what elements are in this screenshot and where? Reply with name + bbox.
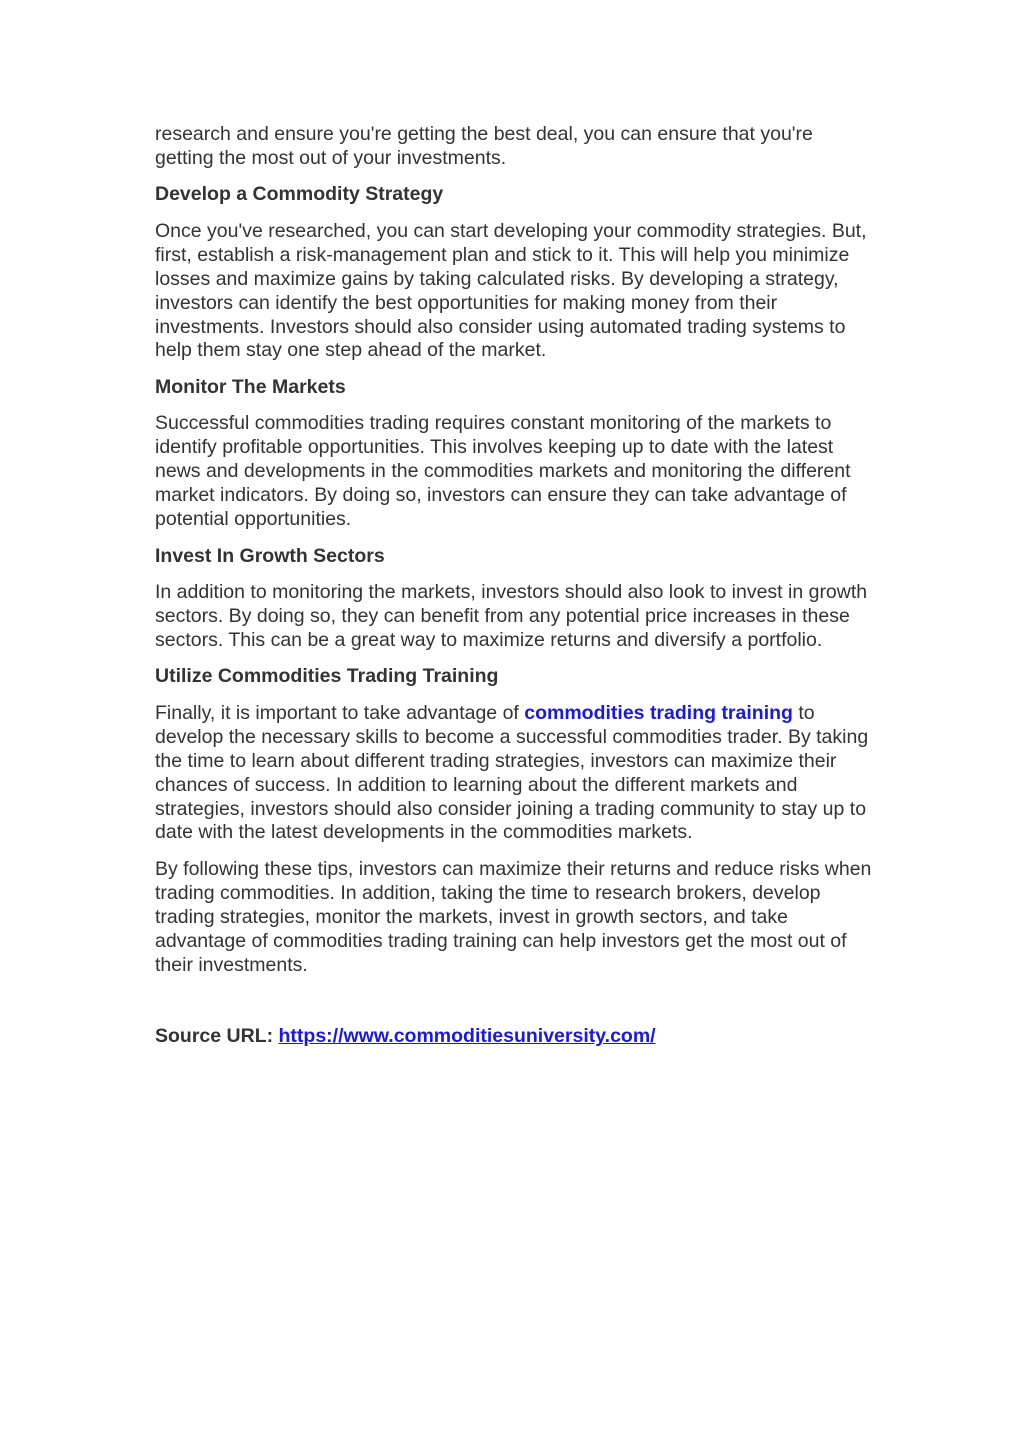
monitor-heading: Monitor The Markets xyxy=(155,375,346,398)
strategy-heading: Develop a Commodity Strategy xyxy=(155,183,444,206)
training-heading: Utilize Commodities Trading Training xyxy=(155,665,499,688)
monitor-paragraph: Successful commodities trading requires constant monitoring of the markets to identify profitable opportunities. This involves keeping up to date with the latest news and developments in the commodities markets and monitoring the different market indicators. By doing so, investors can ensure they can take advantage of potential opportunities. xyxy=(155,412,851,531)
training-paragraph xyxy=(155,702,875,845)
source-url-link[interactable]: https://www.commoditiesuniversity.com/ xyxy=(278,1025,656,1048)
source-line xyxy=(155,1025,875,1049)
document-page xyxy=(155,123,875,1062)
intro-paragraph: research and ensure you're getting the best deal, you can ensure that you're getting the most out of your investments. xyxy=(155,123,813,169)
training-text-before-link: Finally, it is important to take advantage of xyxy=(155,701,525,724)
training-text-after-link: to develop the necessary skills to become a successful commodities trader. By taking the time to learn about different trading strategies, investors can maximize their chances of success. In addition to learning about the different markets and strategies, investors should also consider joining a trading community to stay up to date with the latest developments in the commodities markets. xyxy=(155,701,869,844)
growth-heading: Invest In Growth Sectors xyxy=(155,544,385,567)
strategy-paragraph: Once you've researched, you can start developing your commodity strategies. But, first, establish a risk-management plan and stick to it. This will help you minimize losses and maximize gains by taking calculated risks. By developing a strategy, investors can identify the best opportunities for making money from their investments. Investors should also consider using automated trading systems to help them stay one step ahead of the market. xyxy=(155,219,867,362)
commodities-training-link[interactable]: commodities trading training xyxy=(524,701,793,724)
source-label: Source URL: xyxy=(155,1025,279,1048)
conclusion-paragraph: By following these tips, investors can maximize their returns and reduce risks when trading commodities. In addition, taking the time to research brokers, develop trading strategies, monitor the markets, invest in growth sectors, and take advantage of commodities trading training can help investors get the most out of their investments. xyxy=(155,857,872,976)
growth-paragraph: In addition to monitoring the markets, investors should also look to invest in growth sectors. By doing so, they can benefit from any potential price increases in these sectors. This can be a great way to maximize returns and diversify a portfolio. xyxy=(155,581,868,651)
